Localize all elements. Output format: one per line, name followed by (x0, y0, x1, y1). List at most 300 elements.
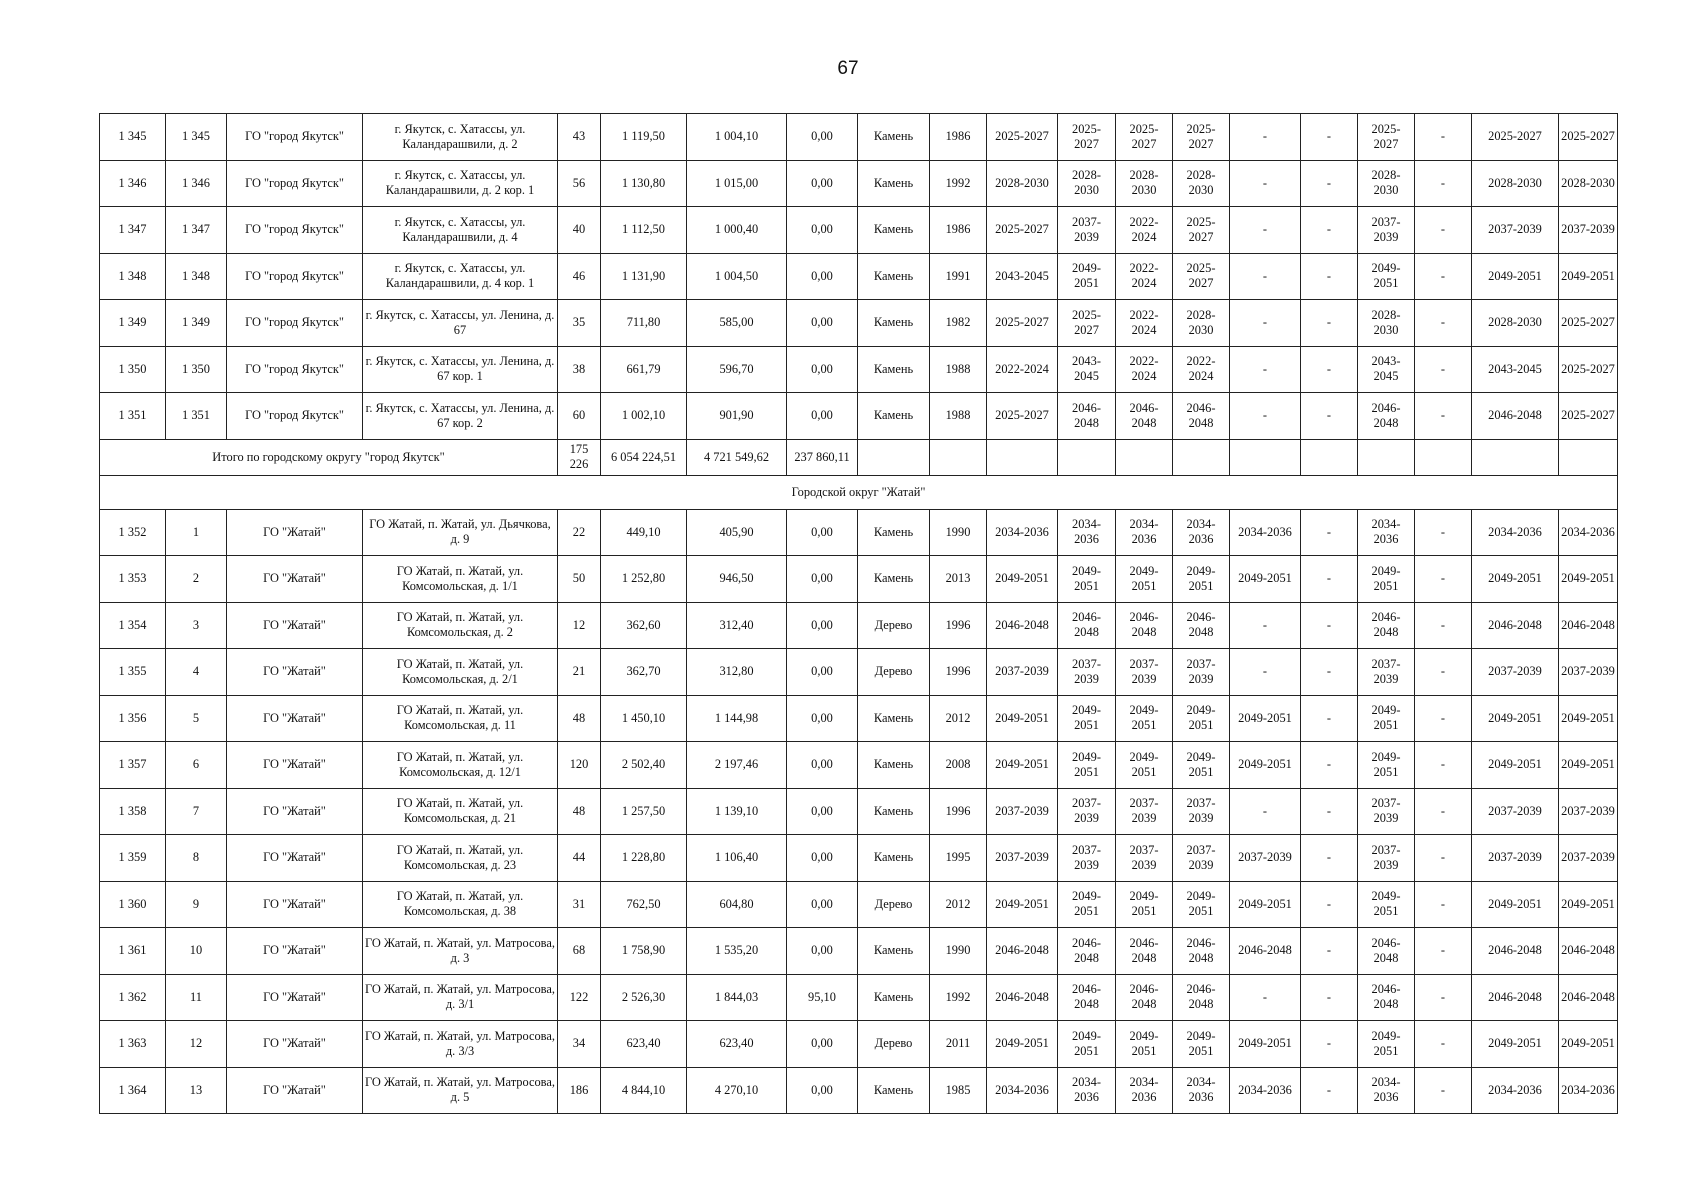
table-cell: 2049-2051 (1358, 742, 1415, 789)
table-cell: - (1230, 253, 1301, 300)
table-cell: 2022-2024 (1116, 300, 1173, 347)
table-cell: 2049-2051 (1559, 556, 1618, 603)
table-cell: 2 526,30 (601, 974, 687, 1021)
table-cell: 2049-2051 (1058, 1021, 1116, 1068)
total-empty-cell (930, 439, 987, 475)
table-cell: - (1415, 509, 1472, 556)
table-cell: 1 359 (100, 835, 166, 882)
table-cell: 2034-2036 (1058, 509, 1116, 556)
table-cell: ГО "город Якутск" (227, 300, 363, 347)
table-cell: Камень (858, 160, 930, 207)
table-cell: - (1230, 207, 1301, 254)
table-cell: 1986 (930, 207, 987, 254)
table-cell: 2034-2036 (1358, 1067, 1415, 1114)
table-cell: 2049-2051 (1472, 253, 1559, 300)
total-empty-cell (1301, 439, 1358, 475)
table-row (100, 160, 1618, 207)
table-cell: 7 (166, 788, 227, 835)
table-cell: 1996 (930, 788, 987, 835)
table-cell: 2034-2036 (1173, 509, 1230, 556)
table-row (100, 207, 1618, 254)
table-cell: 946,50 (687, 556, 787, 603)
table-cell: 2049-2051 (1230, 1021, 1301, 1068)
table-cell: 2037-2039 (1230, 835, 1301, 882)
table-cell: г. Якутск, с. Хатассы, ул. Каландарашвили, д. 2 (363, 114, 558, 161)
table-cell: 0,00 (787, 649, 858, 696)
table-cell: - (1301, 742, 1358, 789)
table-cell: 2049-2051 (1058, 742, 1116, 789)
table-cell: 21 (558, 649, 601, 696)
table-cell: 2012 (930, 881, 987, 928)
table-cell: ГО "Жатай" (227, 509, 363, 556)
table-cell: 4 270,10 (687, 1067, 787, 1114)
table-cell: 2049-2051 (1559, 1021, 1618, 1068)
table-cell: - (1230, 974, 1301, 1021)
table-cell: ГО Жатай, п. Жатай, ул. Комсомольская, д. 2 (363, 602, 558, 649)
table-cell: ГО Жатай, п. Жатай, ул. Комсомольская, д. 38 (363, 881, 558, 928)
table-cell: 2034-2036 (1116, 1067, 1173, 1114)
table-cell: 2046-2048 (1116, 928, 1173, 975)
table-row (100, 253, 1618, 300)
table-cell: 1 252,80 (601, 556, 687, 603)
total-other-area: 237 860,11 (787, 439, 858, 475)
table-cell: 2025-2027 (1173, 207, 1230, 254)
table-cell: 2049-2051 (1358, 881, 1415, 928)
total-empty-cell (1559, 439, 1618, 475)
table-cell: 1 351 (100, 393, 166, 440)
table-cell: ГО Жатай, п. Жатай, ул. Матросова, д. 3 (363, 928, 558, 975)
table-cell: - (1415, 835, 1472, 882)
table-cell: 2049-2051 (1230, 556, 1301, 603)
table-cell: ГО "город Якутск" (227, 253, 363, 300)
table-cell: ГО "город Якутск" (227, 207, 363, 254)
table-cell: 2046-2048 (1472, 974, 1559, 1021)
table-cell: 2025-2027 (1559, 393, 1618, 440)
table-cell: 2012 (930, 695, 987, 742)
total-residents: 175 226 (558, 439, 601, 475)
table-cell: Камень (858, 253, 930, 300)
total-empty-cell (987, 439, 1058, 475)
table-cell: ГО Жатай, п. Жатай, ул. Комсомольская, д. 2/1 (363, 649, 558, 696)
table-row (100, 509, 1618, 556)
table-cell: 2046-2048 (1472, 602, 1559, 649)
table-cell: 2046-2048 (1472, 928, 1559, 975)
table-cell: ГО "Жатай" (227, 835, 363, 882)
table-cell: 2025-2027 (987, 207, 1058, 254)
table-cell: - (1230, 788, 1301, 835)
table-cell: 1 131,90 (601, 253, 687, 300)
table-cell: - (1301, 649, 1358, 696)
table-cell: 2037-2039 (1116, 788, 1173, 835)
table-cell: - (1301, 695, 1358, 742)
table-cell: 2037-2039 (1116, 649, 1173, 696)
table-cell: 2049-2051 (1173, 556, 1230, 603)
table-cell: 48 (558, 788, 601, 835)
table-cell: ГО "Жатай" (227, 1067, 363, 1114)
table-cell: 2025-2027 (1559, 346, 1618, 393)
table-cell: 2046-2048 (1559, 602, 1618, 649)
table-cell: 1 350 (100, 346, 166, 393)
table-cell: 2025-2027 (987, 114, 1058, 161)
table-cell: г. Якутск, с. Хатассы, ул. Каландарашвили, д. 2 кор. 1 (363, 160, 558, 207)
table-cell: 2049-2051 (1559, 695, 1618, 742)
table-cell: 2037-2039 (1472, 207, 1559, 254)
table-cell: 2037-2039 (987, 788, 1058, 835)
table-cell: 1 348 (100, 253, 166, 300)
table-cell: 1 356 (100, 695, 166, 742)
table-cell: 2037-2039 (1559, 649, 1618, 696)
table-cell: 2034-2036 (1116, 509, 1173, 556)
table-cell: 2028-2030 (1058, 160, 1116, 207)
table-cell: 0,00 (787, 253, 858, 300)
table-cell: - (1301, 928, 1358, 975)
table-cell: г. Якутск, с. Хатассы, ул. Каландарашвили, д. 4 (363, 207, 558, 254)
table-cell: 2049-2051 (1058, 695, 1116, 742)
table-cell: 2037-2039 (987, 835, 1058, 882)
table-cell: ГО "Жатай" (227, 602, 363, 649)
table-cell: - (1301, 835, 1358, 882)
table-cell: - (1415, 974, 1472, 1021)
table-cell: 12 (166, 1021, 227, 1068)
table-cell: - (1230, 160, 1301, 207)
table-cell: 1 361 (100, 928, 166, 975)
table-cell: 1 844,03 (687, 974, 787, 1021)
table-cell: ГО Жатай, п. Жатай, ул. Дьячкова, д. 9 (363, 509, 558, 556)
table-cell: 2037-2039 (1472, 835, 1559, 882)
table-cell: 1985 (930, 1067, 987, 1114)
total-living-area: 4 721 549,62 (687, 439, 787, 475)
table-cell: 2025-2027 (1116, 114, 1173, 161)
table-cell: 1 535,20 (687, 928, 787, 975)
table-cell: 1 758,90 (601, 928, 687, 975)
table-cell: 2049-2051 (1058, 556, 1116, 603)
table-cell: 2034-2036 (1358, 509, 1415, 556)
table-cell: 2049-2051 (1358, 556, 1415, 603)
section-title: Городской округ "Жатай" (100, 475, 1618, 509)
table-row (100, 881, 1618, 928)
table-cell: Дерево (858, 881, 930, 928)
table-cell: - (1415, 160, 1472, 207)
table-cell: 2025-2027 (1173, 114, 1230, 161)
table-cell: 2025-2027 (1173, 253, 1230, 300)
table-cell: ГО "Жатай" (227, 1021, 363, 1068)
table-cell: - (1230, 393, 1301, 440)
table-cell: 120 (558, 742, 601, 789)
table-cell: 13 (166, 1067, 227, 1114)
table-row (100, 556, 1618, 603)
table-cell: 2046-2048 (1559, 928, 1618, 975)
table-cell: 2049-2051 (1058, 253, 1116, 300)
table-cell: 2049-2051 (987, 556, 1058, 603)
table-cell: 2025-2027 (987, 393, 1058, 440)
table-cell: 2025-2027 (1559, 114, 1618, 161)
table-cell: 0,00 (787, 881, 858, 928)
table-cell: г. Якутск, с. Хатассы, ул. Ленина, д. 67 кор. 2 (363, 393, 558, 440)
table-cell: 56 (558, 160, 601, 207)
table-cell: 0,00 (787, 928, 858, 975)
table-cell: ГО Жатай, п. Жатай, ул. Комсомольская, д. 1/1 (363, 556, 558, 603)
table-cell: 2034-2036 (1058, 1067, 1116, 1114)
table-cell: 1 346 (100, 160, 166, 207)
table-cell: 2046-2048 (1358, 928, 1415, 975)
yakutsk-total (100, 439, 1618, 509)
table-cell: 12 (558, 602, 601, 649)
table-cell: 186 (558, 1067, 601, 1114)
table-cell: 1 355 (100, 649, 166, 696)
table-cell: 2049-2051 (1559, 742, 1618, 789)
table-cell: 2043-2045 (987, 253, 1058, 300)
table-row (100, 742, 1618, 789)
table-cell: 2049-2051 (1559, 253, 1618, 300)
table-cell: Камень (858, 207, 930, 254)
total-empty-cell (858, 439, 930, 475)
table-cell: 2037-2039 (1472, 788, 1559, 835)
table-cell: 1 347 (166, 207, 227, 254)
table-cell: 2037-2039 (1058, 207, 1116, 254)
table-cell: 10 (166, 928, 227, 975)
table-cell: 2046-2048 (1173, 974, 1230, 1021)
table-cell: 2046-2048 (1116, 602, 1173, 649)
table-cell: 1 360 (100, 881, 166, 928)
table-cell: ГО "Жатай" (227, 556, 363, 603)
table-cell: ГО "Жатай" (227, 695, 363, 742)
table-cell: 1 349 (166, 300, 227, 347)
table-cell: 1 144,98 (687, 695, 787, 742)
table-cell: 2028-2030 (1358, 300, 1415, 347)
table-cell: - (1415, 300, 1472, 347)
table-cell: 2043-2045 (1472, 346, 1559, 393)
table-cell: 1 357 (100, 742, 166, 789)
table-cell: Камень (858, 509, 930, 556)
table-cell: 2037-2039 (1358, 649, 1415, 696)
table-cell: Камень (858, 835, 930, 882)
table-cell: 2043-2045 (1358, 346, 1415, 393)
table-cell: ГО "Жатай" (227, 974, 363, 1021)
table-cell: 2025-2027 (1358, 114, 1415, 161)
table-cell: - (1415, 114, 1472, 161)
table-cell: - (1301, 1021, 1358, 1068)
table-cell: 5 (166, 695, 227, 742)
table-cell: 2037-2039 (1058, 649, 1116, 696)
table-cell: 2049-2051 (1472, 742, 1559, 789)
table-cell: 43 (558, 114, 601, 161)
table-cell: 1 352 (100, 509, 166, 556)
table-cell: 362,70 (601, 649, 687, 696)
table-cell: - (1301, 253, 1358, 300)
total-empty-cell (1358, 439, 1415, 475)
table-cell: 0,00 (787, 1021, 858, 1068)
table-row (100, 1067, 1618, 1114)
table-cell: 2037-2039 (1358, 788, 1415, 835)
table-cell: 0,00 (787, 160, 858, 207)
table-cell: 405,90 (687, 509, 787, 556)
table-cell: 1995 (930, 835, 987, 882)
table-cell: - (1301, 393, 1358, 440)
table-cell: 1 004,50 (687, 253, 787, 300)
table-cell: 2049-2051 (1358, 1021, 1415, 1068)
table-cell: 46 (558, 253, 601, 300)
table-cell: 2022-2024 (1116, 253, 1173, 300)
table-cell: 2034-2036 (1230, 509, 1301, 556)
zhatay-rows (100, 509, 1618, 1114)
table-cell: 2034-2036 (987, 509, 1058, 556)
table-cell: Камень (858, 300, 930, 347)
table-cell: - (1230, 300, 1301, 347)
table-cell: 8 (166, 835, 227, 882)
table-cell: г. Якутск, с. Хатассы, ул. Ленина, д. 67 (363, 300, 558, 347)
table-cell: 95,10 (787, 974, 858, 1021)
table-row (100, 649, 1618, 696)
table-cell: - (1301, 602, 1358, 649)
table-cell: 3 (166, 602, 227, 649)
table-cell: 0,00 (787, 556, 858, 603)
table-cell: ГО Жатай, п. Жатай, ул. Комсомольская, д. 23 (363, 835, 558, 882)
table-cell: 2049-2051 (987, 1021, 1058, 1068)
table-cell: - (1301, 207, 1358, 254)
table-cell: Дерево (858, 602, 930, 649)
table-cell: 2049-2051 (1230, 742, 1301, 789)
table-cell: 2046-2048 (1472, 393, 1559, 440)
table-cell: 2046-2048 (1230, 928, 1301, 975)
table-cell: 2025-2027 (1472, 114, 1559, 161)
table-cell: 2046-2048 (1058, 928, 1116, 975)
table-cell: Камень (858, 114, 930, 161)
table-cell: 22 (558, 509, 601, 556)
table-cell: ГО Жатай, п. Жатай, ул. Матросова, д. 3/3 (363, 1021, 558, 1068)
total-empty-cell (1116, 439, 1173, 475)
table-cell: г. Якутск, с. Хатассы, ул. Ленина, д. 67 кор. 1 (363, 346, 558, 393)
table-cell: 1 130,80 (601, 160, 687, 207)
table-cell: 1 139,10 (687, 788, 787, 835)
table-cell: 623,40 (687, 1021, 787, 1068)
table-cell: 0,00 (787, 346, 858, 393)
table-cell: - (1301, 974, 1358, 1021)
table-cell: 2013 (930, 556, 987, 603)
table-cell: 2034-2036 (1472, 1067, 1559, 1114)
table-cell: ГО "Жатай" (227, 742, 363, 789)
table-cell: Дерево (858, 649, 930, 696)
table-row (100, 300, 1618, 347)
table-cell: ГО Жатай, п. Жатай, ул. Комсомольская, д. 11 (363, 695, 558, 742)
table-cell: 2046-2048 (1358, 393, 1415, 440)
table-cell: ГО Жатай, п. Жатай, ул. Комсомольская, д. 21 (363, 788, 558, 835)
yakutsk-rows (100, 114, 1618, 440)
table-cell: 2022-2024 (1173, 346, 1230, 393)
table-cell: 38 (558, 346, 601, 393)
table-cell: 2034-2036 (1559, 509, 1618, 556)
table-cell: - (1415, 1067, 1472, 1114)
total-row (100, 439, 1618, 475)
table-cell: 2011 (930, 1021, 987, 1068)
table-row (100, 1021, 1618, 1068)
table-cell: 2046-2048 (1058, 974, 1116, 1021)
table-cell: 68 (558, 928, 601, 975)
table-cell: 2028-2030 (1472, 300, 1559, 347)
table-cell: 1990 (930, 509, 987, 556)
table-cell: 449,10 (601, 509, 687, 556)
table-cell: 48 (558, 695, 601, 742)
table-cell: ГО Жатай, п. Жатай, ул. Комсомольская, д. 12/1 (363, 742, 558, 789)
table-cell: 2028-2030 (1116, 160, 1173, 207)
table-row (100, 928, 1618, 975)
table-cell: 2022-2024 (1116, 207, 1173, 254)
table-cell: 2049-2051 (987, 881, 1058, 928)
table-cell: 6 (166, 742, 227, 789)
table-cell: ГО "город Якутск" (227, 346, 363, 393)
table-cell: 1 004,10 (687, 114, 787, 161)
table-cell: 2037-2039 (1173, 649, 1230, 696)
table-cell: Камень (858, 974, 930, 1021)
table-cell: 2046-2048 (1116, 974, 1173, 1021)
table-cell: 2022-2024 (987, 346, 1058, 393)
table-cell: 2028-2030 (1559, 160, 1618, 207)
table-cell: 2028-2030 (1173, 160, 1230, 207)
table-cell: 312,80 (687, 649, 787, 696)
table-cell: 1 363 (100, 1021, 166, 1068)
table-cell: 312,40 (687, 602, 787, 649)
table-cell: 2037-2039 (1173, 835, 1230, 882)
table-cell: 2025-2027 (1058, 114, 1116, 161)
table-cell: - (1301, 160, 1358, 207)
table-cell: 2037-2039 (1116, 835, 1173, 882)
table-cell: 60 (558, 393, 601, 440)
table-cell: - (1415, 253, 1472, 300)
table-cell: 2046-2048 (1058, 602, 1116, 649)
table-cell: - (1301, 556, 1358, 603)
table-cell: 2049-2051 (1472, 881, 1559, 928)
table-cell: 1 015,00 (687, 160, 787, 207)
table-cell: 2046-2048 (987, 974, 1058, 1021)
table-cell: 2046-2048 (1173, 928, 1230, 975)
total-area: 6 054 224,51 (601, 439, 687, 475)
table-cell: 2049-2051 (1230, 695, 1301, 742)
table-cell: - (1415, 928, 1472, 975)
table-cell: 2025-2027 (1058, 300, 1116, 347)
table-cell: 2037-2039 (1559, 207, 1618, 254)
table-cell: 1 002,10 (601, 393, 687, 440)
table-cell: 1992 (930, 160, 987, 207)
table-cell: 2046-2048 (1173, 393, 1230, 440)
table-cell: 122 (558, 974, 601, 1021)
table-cell: - (1301, 300, 1358, 347)
table-cell: 0,00 (787, 742, 858, 789)
table-row (100, 835, 1618, 882)
table-cell: ГО Жатай, п. Жатай, ул. Матросова, д. 3/1 (363, 974, 558, 1021)
table-cell: 11 (166, 974, 227, 1021)
table-cell: 1 358 (100, 788, 166, 835)
table-cell: 2046-2048 (987, 928, 1058, 975)
table-cell: - (1230, 346, 1301, 393)
table-cell: 2025-2027 (987, 300, 1058, 347)
table-cell: ГО "Жатай" (227, 881, 363, 928)
table-cell: 1 345 (166, 114, 227, 161)
table-cell: 1982 (930, 300, 987, 347)
table-cell: 2037-2039 (1472, 649, 1559, 696)
table-cell: 2049-2051 (987, 742, 1058, 789)
table-cell: Камень (858, 928, 930, 975)
table-cell: 2037-2039 (1559, 788, 1618, 835)
table-cell: 2049-2051 (1116, 881, 1173, 928)
table-cell: 661,79 (601, 346, 687, 393)
table-cell: 2037-2039 (1058, 788, 1116, 835)
table-cell: 1988 (930, 393, 987, 440)
table-row (100, 346, 1618, 393)
table-cell: 2046-2048 (1058, 393, 1116, 440)
table-cell: Камень (858, 695, 930, 742)
table-cell: - (1230, 602, 1301, 649)
table-cell: 2034-2036 (987, 1067, 1058, 1114)
table-cell: 1 354 (100, 602, 166, 649)
